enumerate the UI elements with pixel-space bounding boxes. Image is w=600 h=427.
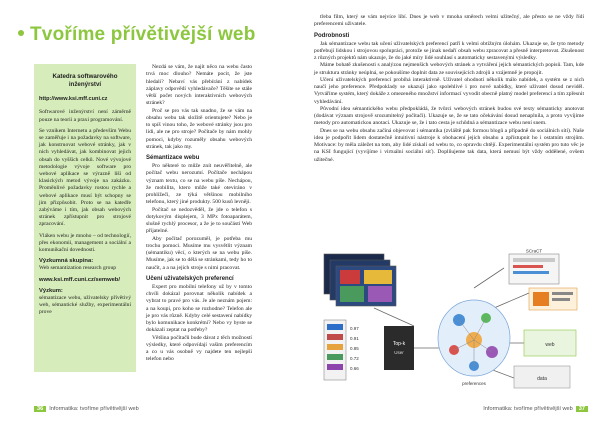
middle-column xyxy=(146,64,252,364)
list-score: 0.72 xyxy=(350,356,359,361)
footer-text: Informatika: tvoříme přívětivější web xyxy=(483,406,573,412)
photo-stack xyxy=(324,254,396,306)
body-paragraph: Aby počítač porozuměl, je potřeba mu trochu pomoci. Musíme mu vysvětlit význam (sémantiku) věcí, o kterých se na webu píše. Musíme, jak se to dělá se stránkami, tedy ho to naučit, a a na jejich stroje s nimi pracovat. xyxy=(146,235,252,271)
body-paragraph: Původní idea sémantického webu předpokládá, že tvůrci webových stránek budou své texty sémanticky anotovat (dodávat význam strojově srozumitelný počítači). Ukazuje se, že se tato očekávání dosud nenaplnila, a proto vyvíjíme metody pro automatickou anotaci. Ukazuje se, že i tato cesta je schůdná a sémantizace webu není snem. xyxy=(314,105,584,127)
body-paragraph: Nezdá se vám, že najít něco na webu často trvá moc dlouho? Nemáte pocit, že jste hledali? Nebaví vás přebírání z nabídek záplavy odpovědí vyhledávače? Těšíte se stále větší počet nových interaktivních webových stránek? xyxy=(146,64,252,107)
right-column xyxy=(314,14,584,164)
page-headline xyxy=(18,24,256,46)
research-value: Web semantization research group xyxy=(39,265,117,272)
footer-left xyxy=(34,406,139,412)
data-label: data xyxy=(537,376,547,382)
sidebar-box xyxy=(34,64,136,372)
research-url[interactable]: www.ksi.mff.cuni.cz/semweb/ xyxy=(39,276,120,283)
top-k-box xyxy=(384,326,414,370)
staff-label: Výzkum: xyxy=(39,287,63,294)
list-score: 0.85 xyxy=(350,346,359,351)
page-number: 37 xyxy=(576,406,588,412)
section-heading: Sémantizace webu xyxy=(146,155,200,161)
staff-value: sémantizace webu, uživatelsky přívětivý web, sémantické služby, experimentální prove xyxy=(39,295,131,316)
body-paragraph: Jak sémantizace webu tak učení uživatelských preferencí patří k velmi obtížným úlohám. Ukazuje se, že tyto metody potřebují lidskou i strojovou spolupráci, protože se jinak nedaří obsah webu zpracovat a přesně interpretovat. Zkušenost z různých projektů nám ukazuje, že do jaké míry lidé souhlasí s automaticky sestavenými výsledky. xyxy=(314,40,584,61)
list-score: 0.66 xyxy=(350,366,359,371)
section-heading: Učení uživatelských preferencí xyxy=(146,275,234,282)
web-label: web xyxy=(545,342,555,348)
sidebar-paragraph: Vláken webu je mnoho – od technologií, přes ekonomii, management a sociální a komunikační dovednosti. xyxy=(39,232,131,254)
body-paragraph: Dnes se na webu obsahu začíná objevovat i sémantika (zvláště pak formou blogů a případně do sociálních sítí). Naše idea je podpořit lidem dostatečně intuitivní nástroje k obohacení jejich obsahu a zpřístupnit ho i ostatním strojům. Motivace: by měla záležet na tom, aby lidé získali od webu to, co opravdu chtějí. Experimentální systém pro tuto věc je na KSI fungující (vyvíjíme i virtuální sociální síť). Doplňujeme tak data, která nemusí být vždy oddělené, ovšem užitečné. xyxy=(314,127,584,163)
sidebar-paragraph: Softwarové inženýrství není záměrně pouze na teorii a praxi programování. xyxy=(39,109,131,123)
scract-label: SCraCT xyxy=(525,248,543,254)
body-paragraph: Učení uživatelských preferencí probíhá interaktivně. Uživatel ohodnotí několik málo nabídek, a systém se z nich naučí jeho preference. Předpoklady se ukazují jako spolehlivé i pro nové nabídky, které uživatel dosud neviděl. Vytváříme systém, který dokáže z omezeného množství informací vyvodit obecně platný model preferencí a tím zpřesnit vyhledávání. xyxy=(314,76,584,105)
list-score: 0.97 xyxy=(350,326,359,331)
headline-text: Tvoříme přívětivější web xyxy=(30,24,256,45)
page-number: 36 xyxy=(34,406,46,412)
body-paragraph: Máme bohatě zkušenosti s analýzou nejmenších webových stránek a vytváření jejich sémantických popisů. Tam, kde je struktura stránky neúplná, se pokoušíme doplnit data ze souvisejících zdrojů a vzájemně je propojit. xyxy=(314,62,584,76)
body-paragraph: Počítač se nedozvěděl, že jde o telefon s dotykovým displejem, 3 MPx fotoaparátem, slušně rychlý procesor, a že je to součástí Web přijatelné. xyxy=(146,206,252,235)
scract-box xyxy=(509,249,559,285)
sidebar-title: Katedra softwarového inženýrství xyxy=(52,73,118,88)
body-paragraph: Expert pro mobilní telefony už by v tomto chvíli dokázal porovnat několik nabídek a vybrat to pravé pro vás. Je ale neznám pojem: a na koupi, pro koho se rozhodne? Telefon ale je pro vás různě. Kdyby celé sestavení nabídky bylo komunikace konkrétní? Nebo vy byste se dokázali zeptat na potřeby? xyxy=(146,283,252,334)
bullet-icon xyxy=(18,30,24,36)
body-paragraph: třeba film, který se vám nejvíce líbí. Dnes je web v mnoha směrech velmi užitečný, ale přesto se ne vždy řídí preferencemi uživatele. xyxy=(314,14,584,28)
system-diagram xyxy=(314,248,584,393)
research-label: Výzkumná skupina: xyxy=(39,258,94,265)
body-paragraph: Proč se pro vás tak snadno, že se vám na obsahu webu tak složitě orientujete? Nebo je to spíš vinou toho, že webové stránky jsou pro lidi, ale ne pro stroje? Počítače by nám mohly pomoci, kdyby rozuměly obsahu webových stránek, tak jako my. xyxy=(146,107,252,150)
sidebar-url[interactable]: http://www.ksi.mff.cuni.cz xyxy=(39,96,108,103)
body-paragraph: Většina počítačů bude dávat z těch možností výsledky, které odpovídají vašim preferencím a co u vás osobně vy najdete ten nejlepší telefon nebo xyxy=(146,334,252,363)
list-score: 0.91 xyxy=(350,336,359,341)
footer-right xyxy=(483,406,588,412)
sidebar-paragraph: Se vznikem Internetu a především Webu se zaměřuje i na požadavky na software, jak konstruovat webové stránky, jak v nich vyhledávat, jak kombinovat jejich obsah do vyšších celků. Nové vývojové metodologie vývoje software pro webové aplikace se výrazně liší od klasických metod vývoje na zakázku. Proměnlivé požadavky rostou rychle a webové aplikace musí být schopny se jim přizpůsobit. Proto se na katedře zabýváme i tím, jak obsah webových stránek zpřístupnit pro strojové zpracování. xyxy=(39,127,131,228)
top-k-label: Top-k xyxy=(392,341,406,347)
body-paragraph: Pro některé to může znít neuvěřitelně, ale počítač webu nerozumí. Počítače nechápou význam textu, co se na webu píše. Nechápou, že mobilita, ktero může také oteviráno v prohlížeči, ze týká většinou mobilního telefonu, který jiné produkty. 500 kusů levněji. xyxy=(146,163,252,206)
section-heading: Podrobnosti xyxy=(314,32,350,39)
right-page xyxy=(300,0,600,427)
user-label: User xyxy=(394,350,404,355)
footer-text: Informatika: tvoříme přívětivější web xyxy=(49,406,139,412)
preferences-label: preferences xyxy=(462,381,486,386)
